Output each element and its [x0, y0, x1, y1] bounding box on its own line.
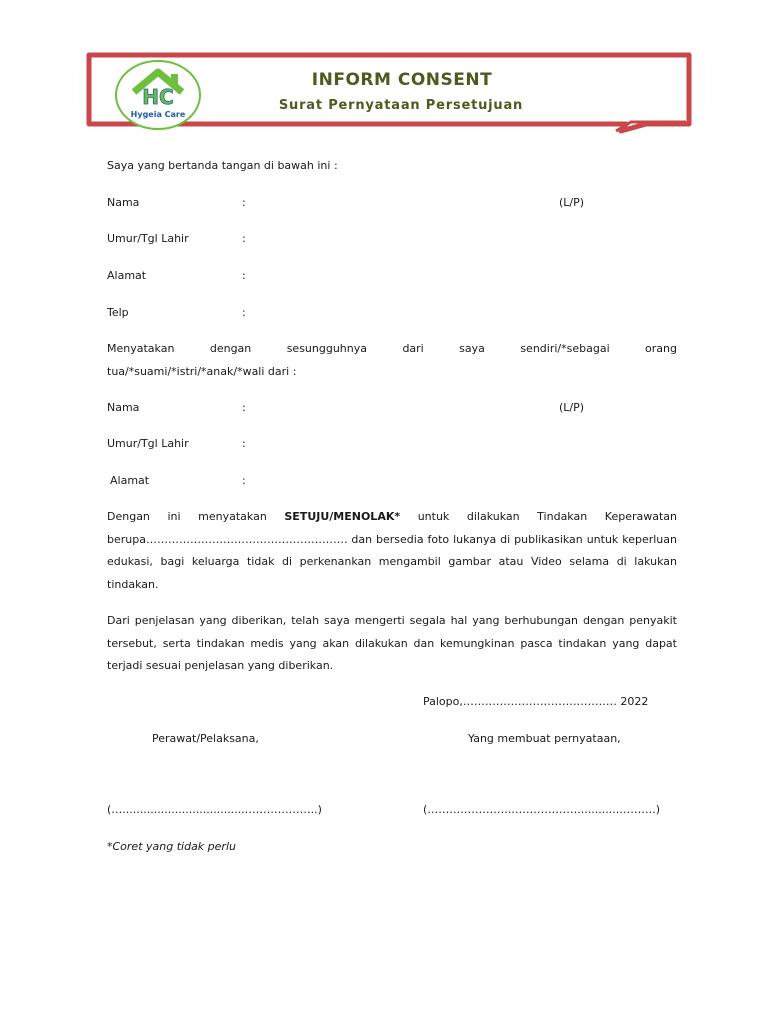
field-colon: :: [242, 232, 246, 245]
field-colon: :: [242, 474, 246, 487]
field-label-nama: Nama: [107, 196, 140, 209]
consent-paragraph: [107, 506, 677, 596]
footnote: *Coret yang tidak perlu: [107, 840, 236, 853]
nurse-signature-line: (…...................................………………..): [107, 803, 322, 816]
statement-line-2: tua/*suami/*istri/*anak/*wali dari :: [107, 365, 297, 378]
consent-text-pre: Dengan ini menyatakan: [107, 510, 285, 523]
svg-text:Hygeia Care: Hygeia Care: [130, 110, 186, 119]
field-colon: :: [242, 401, 246, 414]
statement-line-1: Menyatakan dengan sesungguhnya dari saya sendiri/*sebagai orang: [107, 342, 677, 355]
consent-choice: SETUJU/MENOLAK*: [284, 510, 401, 523]
guardian-label-umur: Umur/Tgl Lahir: [107, 437, 189, 450]
gender-marker: (L/P): [559, 196, 585, 209]
declarant-signature-title: Yang membuat pernyataan,: [468, 732, 621, 745]
field-label-umur: Umur/Tgl Lahir: [107, 232, 189, 245]
field-colon: :: [242, 269, 246, 282]
field-colon: :: [242, 306, 246, 319]
page-subtitle: Surat Pernyataan Persetujuan: [278, 98, 524, 113]
field-label-alamat: Alamat: [107, 269, 147, 282]
gender-marker: (L/P): [559, 401, 585, 414]
declarant-signature-line: (…………………..………………............……….): [423, 803, 661, 816]
intro-text: Saya yang bertanda tangan di bawah ini :: [107, 159, 338, 172]
page-title: INFORM CONSENT: [311, 70, 493, 90]
field-colon: :: [242, 437, 246, 450]
house-logo-icon: [114, 58, 202, 130]
guardian-label-nama: Nama: [107, 401, 140, 414]
field-label-telp: Telp: [107, 306, 129, 319]
header-banner: [86, 52, 690, 130]
nurse-signature-title: Perawat/Pelaksana,: [152, 732, 259, 745]
place-date: Palopo,…………………………………… 2022: [423, 695, 649, 708]
consent-text-post: untuk dilakukan Tindakan Keperawatan berupa………………………………………………. dan bersedia foto lukanya di publikasikan untuk keperluan edukasi, bagi keluarga tidak di perkenankan mengambil gambar atau Video selama di lakukan tindakan.: [107, 510, 677, 591]
guardian-label-alamat: Alamat: [110, 474, 150, 487]
svg-text:HC: HC: [142, 85, 174, 109]
explanation-paragraph: Dari penjelasan yang diberikan, telah saya mengerti segala hal yang berhubungan dengan penyakit tersebut, serta tindakan medis yang akan dilakukan dan kemungkinan pasca tindakan yang dapat terjadi sesuai penjelasan yang diberikan.: [107, 614, 677, 672]
field-colon: :: [242, 196, 246, 209]
